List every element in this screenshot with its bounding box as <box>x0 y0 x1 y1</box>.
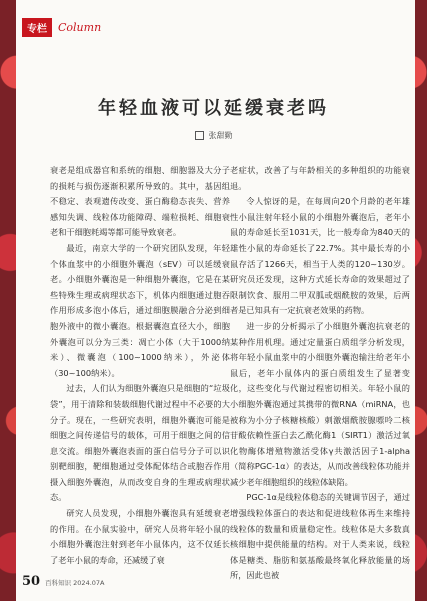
page-number: 50 <box>22 574 41 589</box>
author-box-icon <box>195 131 204 140</box>
paragraph: 研究人员发现，小细胞外囊泡具有延缓衰老的作用。在小鼠实验中，研究人员将年轻小鼠的小细胞外囊泡注射到老年小鼠体内，这不仅延长了老年小鼠的寿命，还减缓了衰 <box>50 508 230 565</box>
author-name: 张甜勤 <box>208 131 233 140</box>
column-header <box>22 18 101 37</box>
paragraph: 过去，人们认为细胞外囊泡只是细胞的“垃圾袋”，用于清除和装载细胞代谢过程中不必要的大分子。现在，一些研究表明，细胞外囊泡可能是细胞之间传递信号的载体，可用于细胞之间的信息交流。细胞外囊泡表面的蛋白信号分子可以识别靶细胞，靶细胞通过受体配体结合或胞吞作用摄入细胞外囊泡，从而改变自身的生理或病理状态。 <box>50 383 230 503</box>
right-column <box>230 163 410 584</box>
paragraph: 最近，南京大学的一个研究团队发现，年轻个体血浆中的小细胞外囊泡（sEV）可以延缓衰老。小细胞外囊泡是一种细胞外囊泡，它是在某些特殊生理或病理状态下，机体内细胞通过胞吞作用形成多泡小体后，通过细胞膜融合分泌到细胞外液中的微小囊泡。根据囊泡直径大小，细胞外囊泡可以分为三类：凋亡小体（大于1000纳米）、微囊泡（100~1000纳米），外泌体（30~100纳米）。 <box>50 242 230 378</box>
author-line <box>0 130 427 141</box>
column-tag: 专栏 <box>22 18 52 37</box>
left-column <box>50 163 230 568</box>
paragraph: PGC-1α是线粒体稳态的关键调节因子，通过增强线粒体蛋白的表达和促进线粒体再生来维持线粒体的数量和质量稳定性。线粒体是大多数真核细胞中提供能量的结构。对于人类来说，线粒体是糖类、脂肪和氨基酸最终氧化释放能量的场所，因此也被 <box>230 492 410 581</box>
paragraph: 老症状，改善了与年龄相关的多种组织的功能衰退。 <box>230 165 410 191</box>
paragraph: 衰老是组成器官和系统的细胞、细胞器及大分子的损耗与损伤逐渐积累所导致的。其中，基因组不稳定、表观遗传改变、蛋白酶稳态丧失、营养感知失调、线粒体功能障碍、端粒损耗、细胞衰老和干细胞耗竭等都可能导致衰老。 <box>50 165 230 238</box>
column-word: Column <box>58 21 102 34</box>
paragraph: 进一步的分析揭示了小细胞外囊泡抗衰老的某种作用机理。通过定量蛋白质组学分析发现，将年轻小鼠血浆中的小细胞外囊泡输注给老年小鼠后，老年小鼠体内的蛋白质组发生了显著变化，这些变化与代谢过程密切相关。年轻小鼠的小细胞外囊泡通过其携带的微RNA（miRNA，也被称为小分子核糖核酸）刺激烟酰胺腺嘌呤二核苷酸依赖性蛋白去乙酰化酶1（SIRT1）激活过氧化物酶体增殖物激活受体γ共激活因子1-alpha（简称PGC-1α）的表达，从而改善线粒体功能并减少老年细胞组织的线粒体缺陷。 <box>230 320 410 487</box>
publication-source: 百科知识 2024.07A <box>45 579 105 587</box>
article-title: 年轻血液可以延缓衰老吗 <box>98 98 329 119</box>
paragraph: 令人惊讶的是，在每周向20个月龄的老年雄性小鼠注射年轻小鼠的小细胞外囊泡后，老年小鼠的寿命延长至1031天，比一般寿命为840天的雄性小鼠的寿命延长了22.7%。其中最长寿的小鼠存活了1266天，相当于人类的120~130岁。研究员还发现，这种方式延长寿命的效果超过了限制饮食、服用二甲双胍或烟酰胺的效果，后两者是已知具有一定抗衰老效果的药物。 <box>230 196 410 316</box>
page-footer <box>22 574 105 589</box>
